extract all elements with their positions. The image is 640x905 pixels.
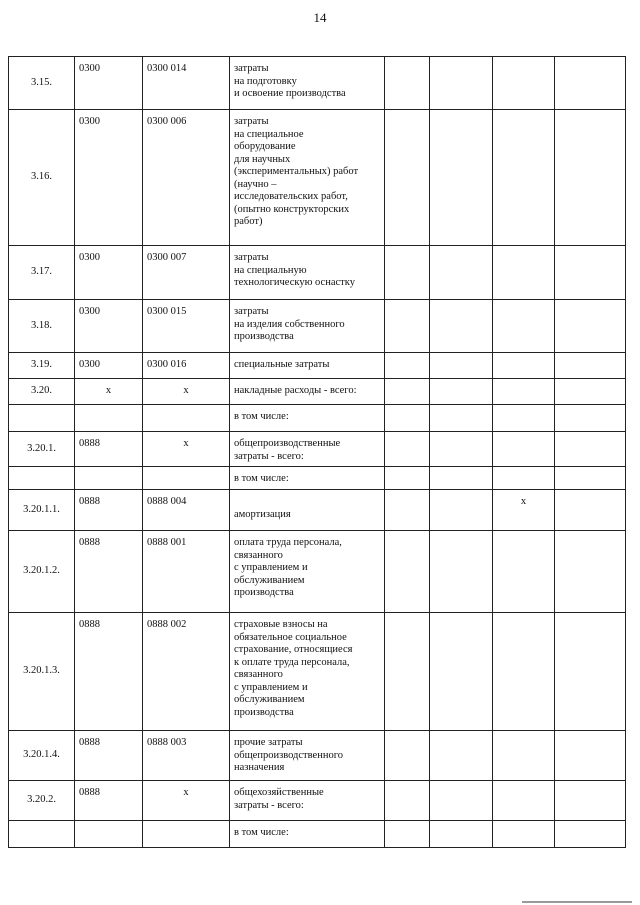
value-cell: [555, 781, 626, 821]
expense-name: затраты на подготовку и освоение производства: [230, 57, 385, 110]
account-code: 0300: [75, 57, 143, 110]
value-cell: [555, 379, 626, 405]
value-cell: [493, 731, 555, 781]
value-cell: [430, 57, 493, 110]
account-code: 0888: [75, 613, 143, 731]
expense-name: специальные затраты: [230, 353, 385, 379]
subaccount-code: 0300 016: [143, 353, 230, 379]
row-number: 3.18.: [9, 300, 75, 353]
table-row: [9, 353, 626, 379]
table-row: [9, 821, 626, 848]
subaccount-code: 0888 001: [143, 531, 230, 613]
row-number: 3.17.: [9, 246, 75, 300]
value-cell: [555, 432, 626, 467]
subaccount-code: [143, 467, 230, 490]
account-code: x: [75, 379, 143, 405]
value-cell: [555, 110, 626, 246]
value-cell: [555, 246, 626, 300]
expense-name: страховые взносы на обязательное социальное страхование, относящиеся к оплате труда персонала, связанного с управлением и обслуживанием производства: [230, 613, 385, 731]
value-cell: [493, 379, 555, 405]
value-cell: [385, 110, 430, 246]
value-cell: [430, 432, 493, 467]
expense-name: затраты на специальную технологическую оснастку: [230, 246, 385, 300]
account-code: 0888: [75, 531, 143, 613]
table-row: [9, 405, 626, 432]
subaccount-code: [143, 405, 230, 432]
expense-name: прочие затраты общепроизводственного назначения: [230, 731, 385, 781]
table-row: [9, 613, 626, 731]
value-cell: [430, 467, 493, 490]
value-cell: [385, 467, 430, 490]
table-row: [9, 490, 626, 531]
value-cell: x: [493, 490, 555, 531]
table-row: [9, 57, 626, 110]
expense-name: накладные расходы - всего:: [230, 379, 385, 405]
value-cell: [385, 246, 430, 300]
subaccount-code: 0300 007: [143, 246, 230, 300]
expense-name: в том числе:: [230, 821, 385, 848]
value-cell: [385, 432, 430, 467]
subaccount-code: 0888 002: [143, 613, 230, 731]
value-cell: [493, 110, 555, 246]
value-cell: [385, 613, 430, 731]
subaccount-code: x: [143, 432, 230, 467]
expense-name: общепроизводственные затраты - всего:: [230, 432, 385, 467]
subaccount-code: 0888 003: [143, 731, 230, 781]
row-number: 3.16.: [9, 110, 75, 246]
cost-accounts-table: [8, 56, 626, 848]
page-number: 14: [313, 10, 327, 25]
value-cell: [493, 467, 555, 490]
value-cell: [430, 781, 493, 821]
row-number: 3.20.1.: [9, 432, 75, 467]
value-cell: [555, 300, 626, 353]
value-cell: [430, 613, 493, 731]
value-cell: [385, 490, 430, 531]
expense-name: общехозяйственные затраты - всего:: [230, 781, 385, 821]
value-cell: [385, 300, 430, 353]
value-cell: [430, 821, 493, 848]
value-cell: [493, 300, 555, 353]
value-cell: [430, 405, 493, 432]
subaccount-code: 0300 006: [143, 110, 230, 246]
value-cell: [493, 353, 555, 379]
row-number: [9, 821, 75, 848]
expense-name: оплата труда персонала, связанного с управлением и обслуживанием производства: [230, 531, 385, 613]
value-cell: [385, 379, 430, 405]
value-cell: [430, 531, 493, 613]
value-cell: [385, 531, 430, 613]
expense-name: затраты на изделия собственного производства: [230, 300, 385, 353]
account-code: 0888: [75, 432, 143, 467]
value-cell: [430, 246, 493, 300]
account-code: 0888: [75, 731, 143, 781]
value-cell: [493, 613, 555, 731]
subaccount-code: 0300 015: [143, 300, 230, 353]
value-cell: [430, 490, 493, 531]
expense-name: в том числе:: [230, 467, 385, 490]
subaccount-code: x: [143, 379, 230, 405]
account-code: [75, 467, 143, 490]
subaccount-code: 0888 004: [143, 490, 230, 531]
value-cell: [493, 531, 555, 613]
row-number: 3.20.: [9, 379, 75, 405]
row-number: 3.20.2.: [9, 781, 75, 821]
table-row: [9, 467, 626, 490]
row-number: [9, 467, 75, 490]
value-cell: [493, 246, 555, 300]
table-row: [9, 300, 626, 353]
value-cell: [555, 353, 626, 379]
account-code: [75, 821, 143, 848]
expense-name: затраты на специальное оборудование для научных (экспериментальных) работ (научно – исследовательских работ, (опытно конструкторских работ): [230, 110, 385, 246]
row-number: 3.20.1.4.: [9, 731, 75, 781]
value-cell: [493, 821, 555, 848]
account-code: 0300: [75, 353, 143, 379]
subaccount-code: 0300 014: [143, 57, 230, 110]
value-cell: [385, 57, 430, 110]
value-cell: [493, 57, 555, 110]
account-code: 0300: [75, 246, 143, 300]
table-row: [9, 246, 626, 300]
row-number: 3.15.: [9, 57, 75, 110]
value-cell: [555, 467, 626, 490]
expense-name: амортизация: [230, 490, 385, 531]
value-cell: [555, 531, 626, 613]
value-cell: [430, 300, 493, 353]
value-cell: [385, 781, 430, 821]
value-cell: [385, 821, 430, 848]
value-cell: [555, 731, 626, 781]
table-row: [9, 432, 626, 467]
value-cell: [430, 379, 493, 405]
value-cell: [385, 353, 430, 379]
row-number: 3.20.1.1.: [9, 490, 75, 531]
subaccount-code: [143, 821, 230, 848]
value-cell: [555, 57, 626, 110]
value-cell: [430, 353, 493, 379]
row-number: 3.19.: [9, 353, 75, 379]
value-cell: [555, 405, 626, 432]
account-code: [75, 405, 143, 432]
value-cell: [385, 405, 430, 432]
value-cell: [493, 432, 555, 467]
account-code: 0300: [75, 110, 143, 246]
row-number: 3.20.1.2.: [9, 531, 75, 613]
table-row: [9, 531, 626, 613]
expense-name: в том числе:: [230, 405, 385, 432]
row-number: [9, 405, 75, 432]
value-cell: [430, 110, 493, 246]
value-cell: [555, 613, 626, 731]
account-code: 0888: [75, 490, 143, 531]
account-code: 0888: [75, 781, 143, 821]
value-cell: [385, 731, 430, 781]
table-row: [9, 731, 626, 781]
table-row: [9, 110, 626, 246]
value-cell: [555, 490, 626, 531]
table-row: [9, 379, 626, 405]
value-cell: [555, 821, 626, 848]
scan-edge-mark: [522, 901, 632, 903]
value-cell: [493, 781, 555, 821]
table-row: [9, 781, 626, 821]
value-cell: [430, 731, 493, 781]
subaccount-code: x: [143, 781, 230, 821]
row-number: 3.20.1.3.: [9, 613, 75, 731]
account-code: 0300: [75, 300, 143, 353]
value-cell: [493, 405, 555, 432]
